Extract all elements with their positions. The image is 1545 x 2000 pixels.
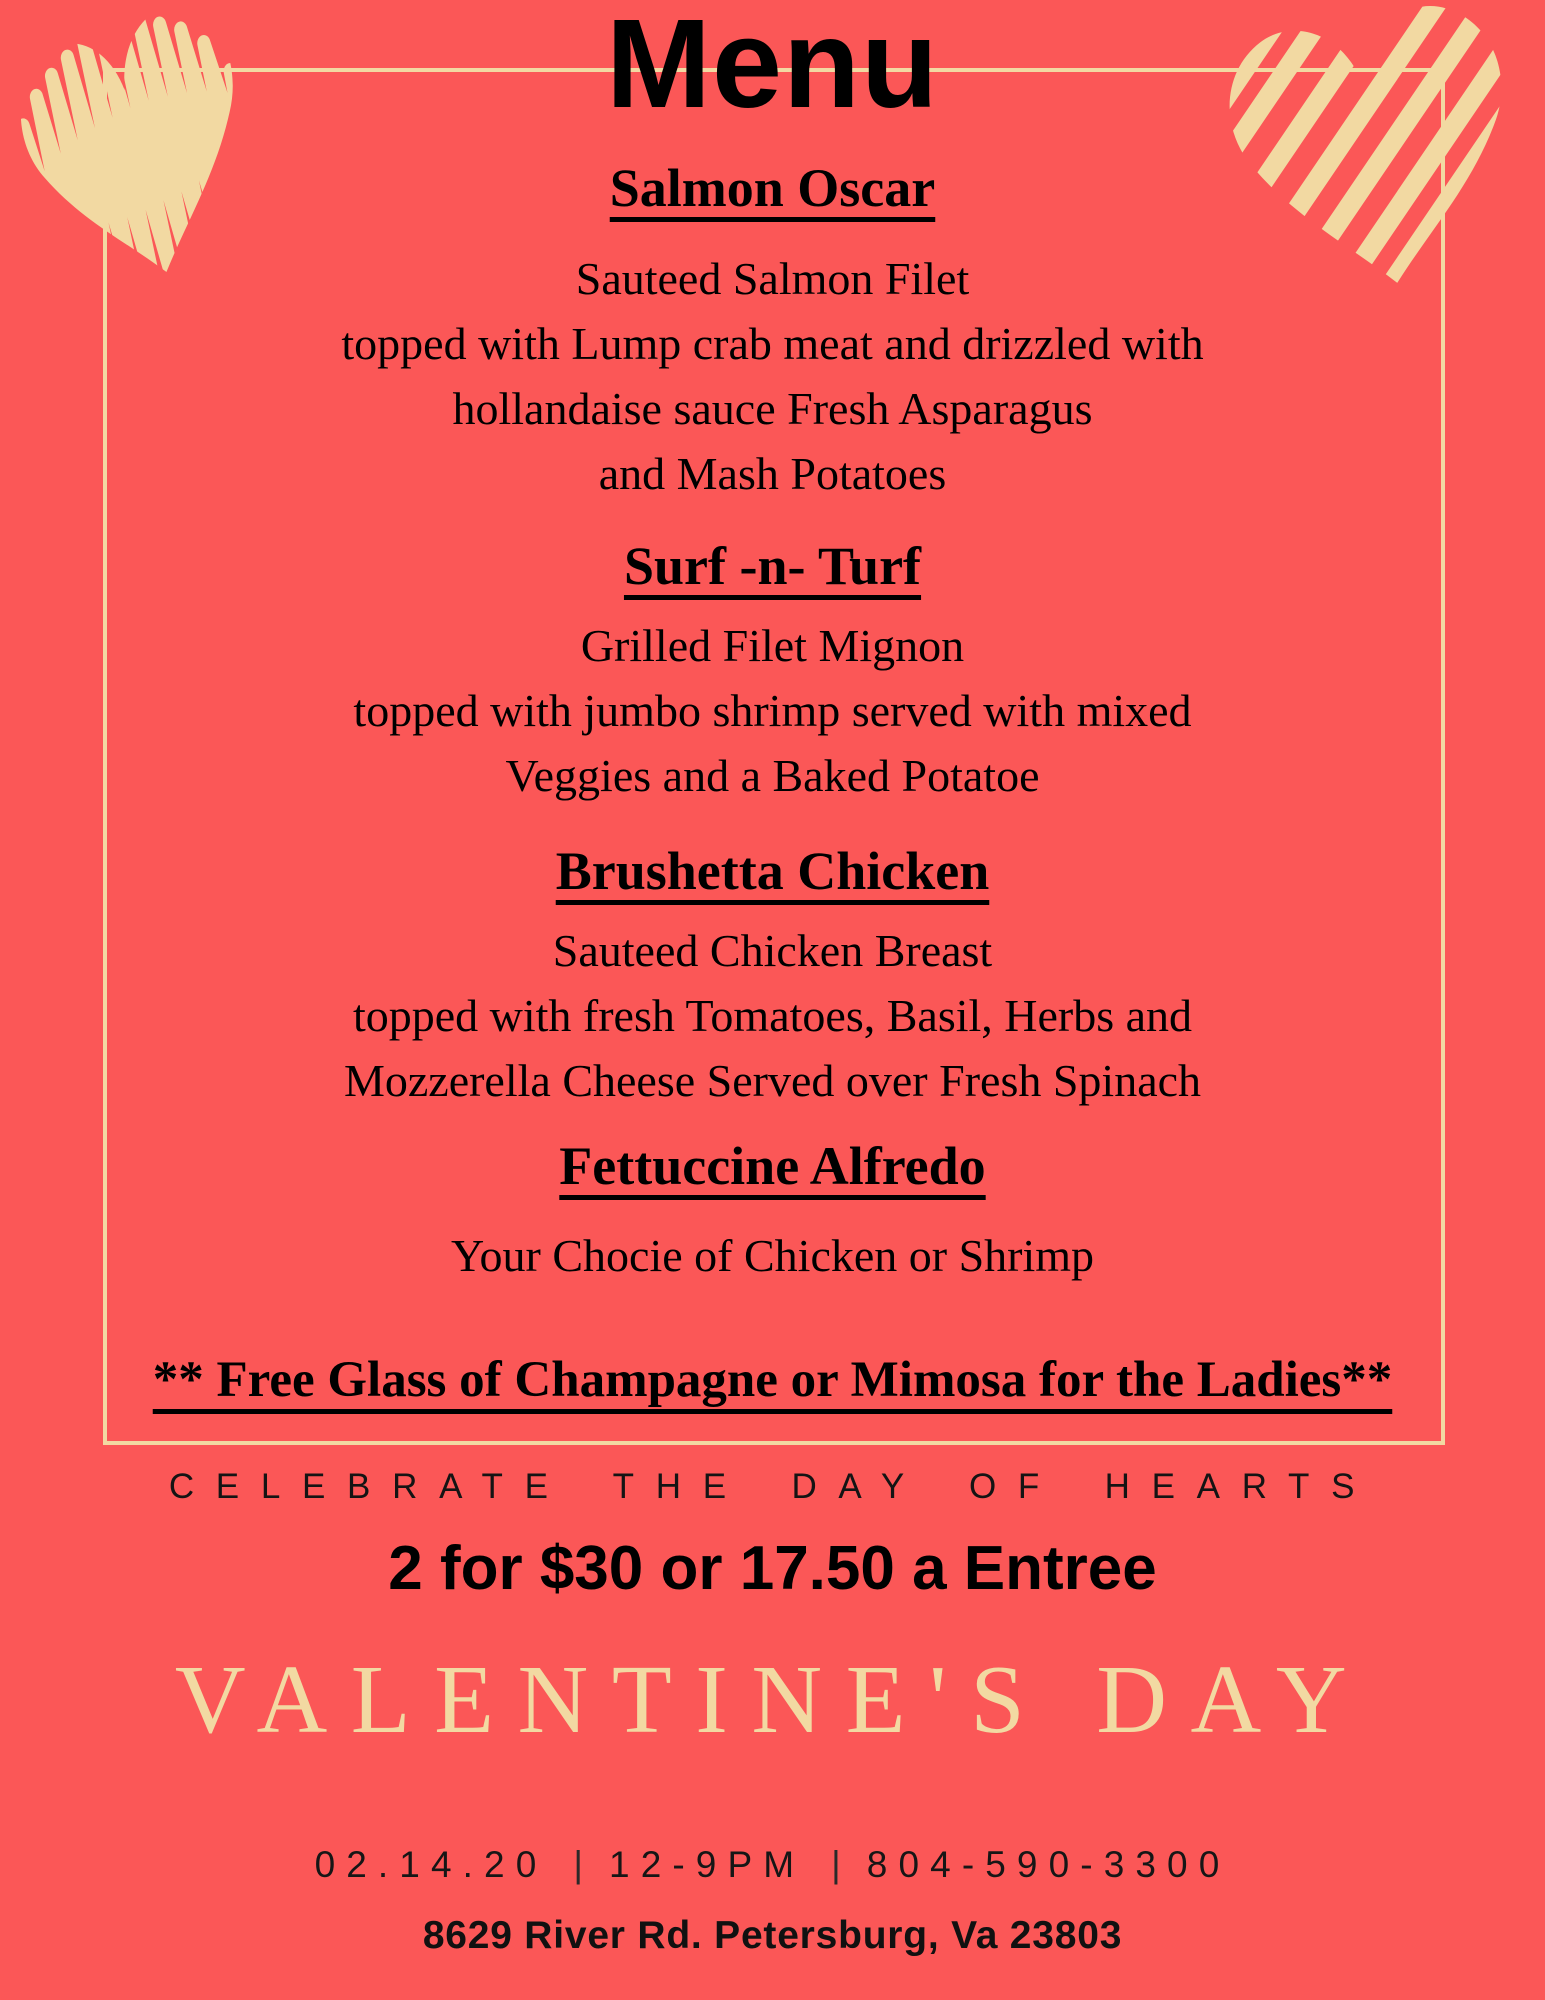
dish-description	[0, 613, 1545, 808]
dish-description-line: Grilled Filet Mignon	[580, 620, 965, 671]
promo-line: ** Free Glass of Champagne or Mimosa for the Ladies**	[152, 1352, 1393, 1408]
date-time-phone-row	[0, 1843, 1545, 1887]
hours-text: 12-9PM	[609, 1844, 806, 1885]
dish-description	[0, 918, 1545, 1113]
address-text: 8629 River Rd. Petersburg, Va 23803	[422, 1914, 1123, 1957]
dish-description-line: hollandaise sauce Fresh Asparagus	[452, 383, 1093, 434]
event-title: VALENTINE'S DAY	[174, 1646, 1371, 1754]
separator: |	[831, 1844, 841, 1885]
dish-description-line: Mozzerella Cheese Served over Fresh Spinach	[343, 1055, 1202, 1106]
page-title: Menu	[606, 0, 939, 134]
separator: |	[573, 1844, 584, 1885]
dish-description-line: Sauteed Salmon Filet	[575, 253, 970, 304]
dish-description-line: topped with Lump crab meat and drizzled with	[341, 318, 1204, 369]
dish-heading-salmon-oscar: Salmon Oscar	[609, 158, 936, 218]
dish-description-line: Sauteed Chicken Breast	[552, 925, 993, 976]
phone-text: 804-590-3300	[866, 1844, 1231, 1885]
tagline: CELEBRATE THE DAY OF HEARTS	[168, 1467, 1377, 1506]
dish-description	[0, 1223, 1545, 1288]
dish-description-line: topped with fresh Tomatoes, Basil, Herbs and	[352, 990, 1193, 1041]
dish-heading-fettuccine-alfredo: Fettuccine Alfredo	[559, 1136, 986, 1196]
dish-heading-brushetta-chicken: Brushetta Chicken	[555, 841, 990, 901]
dish-description-line: Veggies and a Baked Potatoe	[505, 750, 1040, 801]
dish-description-line: topped with jumbo shrimp served with mixed	[353, 685, 1192, 736]
date-text: 02.14.20	[314, 1844, 548, 1885]
dish-description-line: Your Chocie of Chicken or Shrimp	[450, 1230, 1095, 1281]
price-line: 2 for $30 or 17.50 a Entree	[388, 1534, 1157, 1603]
dish-description	[0, 246, 1545, 506]
dish-heading-surf-n-turf: Surf -n- Turf	[623, 536, 922, 596]
dish-description-line: and Mash Potatoes	[598, 448, 947, 499]
